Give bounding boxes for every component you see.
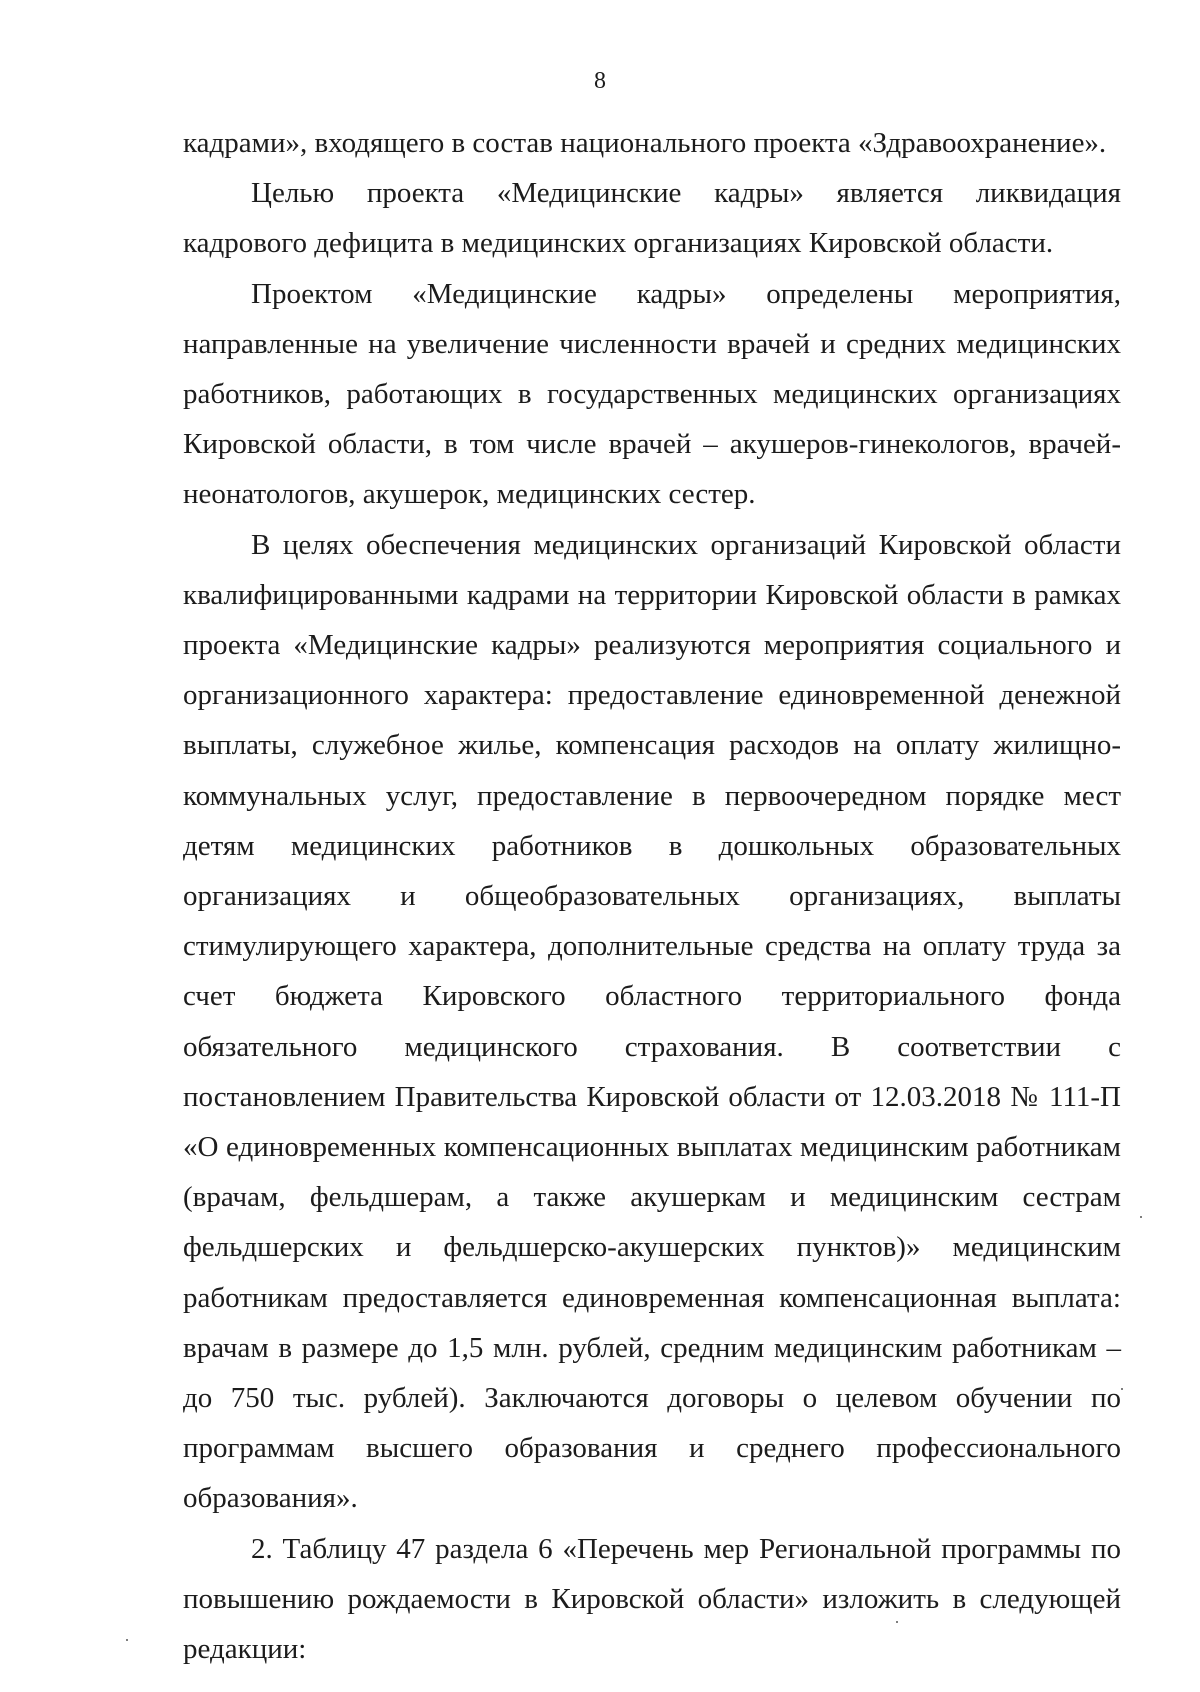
scan-speck	[126, 1639, 128, 1641]
paragraph-table-amendment: 2. Таблицу 47 раздела 6 «Перечень мер Региональной программы по повышению рождаемости в Кировской области» изложить в следующей редакции:	[183, 1532, 1121, 1666]
scan-speck	[1140, 1216, 1142, 1218]
paragraph-project-measures: Проектом «Медицинские кадры» определены мероприятия, направленные на увеличение численности врачей и средних медицинских работников, работающих в государственных медицинских организациях Кировской области, в том числе врачей – акушеров-гинекологов, врачей-неонатологов, акушерок, медицинских сестер.	[183, 277, 1121, 511]
paragraph-social-support: В целях обеспечения медицинских организаций Кировской области квалифицированными кадрами на территории Кировской области в рамках проекта «Медицинские кадры» реализуются мероприятия социального и организационного характера: предоставление единовременной денежной выплаты, служебное жилье, компенсация расходов на оплату жилищно-коммунальных услуг, предоставление в первоочередном порядке мест детям медицинских работников в дошкольных образовательных организациях и общеобразовательных организациях, выплаты стимулирующего характера, дополнительные средства на оплату труда за счет бюджета Кировского областного территориального фонда обязательного медицинского страхования. В соответствии с постановлением Правительства Кировской области от 12.03.2018 № 111-П «О единовременных компенсационных выплатах медицинским работникам (врачам, фельдшерам, а также акушеркам и медицинским сестрам фельдшерских и фельдшерско-акушерских пунктов)» медицинским работникам предоставляется единовременная компенсационная выплата: врачам в размере до 1,5 млн. рублей, средним медицинским работникам – до 750 тыс. рублей). Заключаются договоры о целевом обучении по программам высшего образования и среднего профессионального образования».	[183, 528, 1121, 1515]
paragraph-continuation: кадрами», входящего в состав национального проекта «Здравоохранение».	[183, 127, 1107, 159]
paragraph-project-goal: Целью проекта «Медицинские кадры» является ликвидация кадрового дефицита в медицинских организациях Кировской области.	[183, 177, 1121, 260]
page-number: 8	[594, 68, 606, 94]
document-body	[183, 118, 1121, 1674]
scan-speck	[896, 1621, 898, 1623]
scan-speck	[1121, 1388, 1123, 1390]
